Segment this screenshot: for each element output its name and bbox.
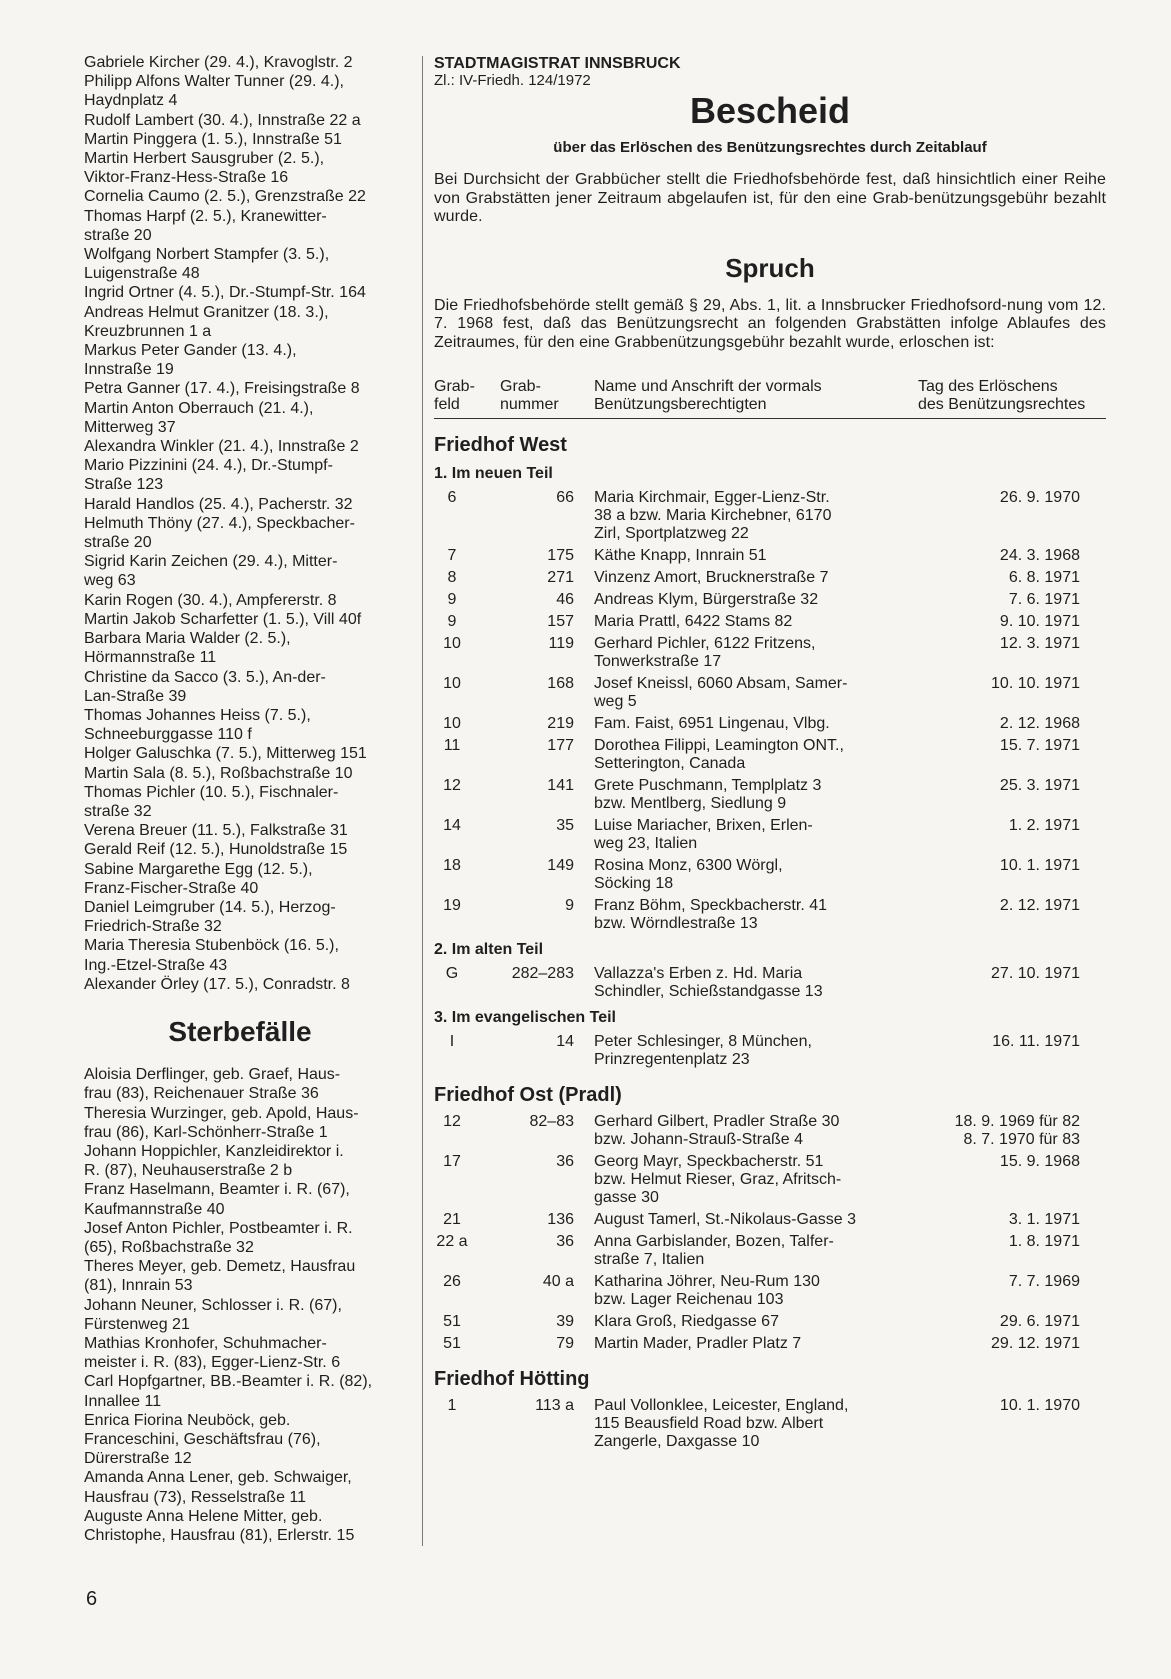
- left-column: [84, 53, 406, 1545]
- list-item: Martin Pinggera (1. 5.), Innstraße 51: [84, 130, 342, 148]
- table-row: [434, 1033, 1106, 1069]
- expiry-date-cell: 10. 10. 1971: [991, 675, 1080, 692]
- grabnummer-cell: 175: [547, 547, 574, 564]
- grabnummer-cell: 39: [556, 1313, 574, 1330]
- grabfeld-cell: 9: [447, 591, 457, 608]
- list-item: Wolfgang Norbert Stampfer (3. 5.), Luigenstraße 48: [84, 246, 330, 283]
- grabnummer-cell: 271: [547, 569, 574, 586]
- grabfeld-cell: 12: [443, 1113, 461, 1130]
- spruch-paragraph: Die Friedhofsbehörde stellt gemäß § 29, Abs. 1, lit. a Innsbrucker Friedhofsord-nung vom 12. 7. 1968 fest, daß das Benützungsrecht an folgenden Grabstätten infolge Ablaufes des Zeitraumes, für den eine Grabbenützungsgebühr bezahlt wurde, erloschen ist:: [434, 296, 1106, 351]
- list-item: Holger Galuschka (7. 5.), Mitterweg 151: [84, 745, 367, 763]
- list-item: Martin Herbert Sausgruber (2. 5.), Viktor-Franz-Hess-Straße 16: [84, 150, 325, 187]
- expiry-date-cell: 1. 2. 1971: [1008, 817, 1080, 834]
- column-divider: [422, 56, 423, 1546]
- grabnummer-cell: 79: [556, 1335, 574, 1352]
- table-row: [434, 1273, 1106, 1309]
- list-item: Karin Rogen (30. 4.), Ampfererstr. 8: [84, 591, 337, 609]
- expiry-date-cell: 27. 10. 1971: [991, 965, 1080, 982]
- list-item: Alexandra Winkler (21. 4.), Innstraße 2: [84, 438, 359, 456]
- name-address-cell: Rosina Monz, 6300 Wörgl, Söcking 18: [594, 857, 783, 892]
- grabfeld-cell: 21: [443, 1211, 461, 1228]
- table-row: [434, 857, 1106, 893]
- list-item: Daniel Leimgruber (14. 5.), Herzog- Friedrich-Straße 32: [84, 898, 336, 936]
- name-address-cell: Paul Vollonklee, Leicester, England, 115 Beausfield Road bzw. Albert Zangerle, Daxgasse 10: [594, 1397, 849, 1450]
- list-item: Gabriele Kircher (29. 4.), Kravoglstr. 2: [84, 54, 353, 71]
- death-notice: Mathias Kronhofer, Schuhmacher- meister i. R. (83), Egger-Lienz-Str. 6: [84, 1335, 341, 1372]
- expiry-date-cell: 16. 11. 1971: [992, 1033, 1080, 1050]
- grabnummer-cell: 35: [556, 817, 574, 834]
- cemetery-part-heading: 1. Im neuen Teil: [434, 465, 553, 482]
- name-address-cell: Maria Kirchmair, Egger-Lienz-Str. 38 a bzw. Maria Kirchebner, 6170 Zirl, Sportplatzweg 22: [594, 489, 832, 542]
- grabfeld-cell: 7: [447, 547, 457, 564]
- list-item: Sabine Margarethe Egg (12. 5.), Franz-Fischer-Straße 40: [84, 860, 313, 897]
- list-item: Alexander Örley (17. 5.), Conradstr. 8: [84, 975, 350, 993]
- list-item: Martin Anton Oberrauch (21. 4.), Mitterweg 37: [84, 399, 314, 436]
- grabfeld-cell: 18: [443, 857, 461, 874]
- table-row: [434, 675, 1106, 711]
- name-address-cell: Vinzenz Amort, Brucknerstraße 7: [594, 569, 829, 586]
- name-address-cell: Anna Garbislander, Bozen, Talfer- straße 7, Italien: [594, 1233, 834, 1268]
- list-item: Barbara Maria Walder (2. 5.), Hörmannstraße 11: [84, 630, 291, 667]
- grabfeld-cell: 19: [443, 897, 461, 914]
- death-notice: Josef Anton Pichler, Postbeamter i. R. (65), Roßbachstraße 32: [84, 1219, 353, 1256]
- birth-list: [84, 53, 406, 994]
- name-address-cell: Luise Mariacher, Brixen, Erlen- weg 23, Italien: [594, 817, 813, 852]
- expiry-date-cell: 29. 12. 1971: [991, 1335, 1080, 1352]
- death-notice: Franz Haselmann, Beamter i. R. (67), Kaufmannstraße 40: [84, 1181, 350, 1218]
- expiry-date-cell: 7. 6. 1971: [1008, 591, 1080, 608]
- right-column: [434, 55, 1106, 1455]
- grabfeld-cell: 10: [443, 635, 461, 652]
- header-name: Name und Anschrift der vormals Benützungsberechtigten: [594, 378, 822, 413]
- name-address-cell: Käthe Knapp, Innrain 51: [594, 547, 767, 564]
- grabfeld-cell: 1: [447, 1397, 457, 1414]
- death-notice: Theresia Wurzinger, geb. Apold, Haus- frau (86), Karl-Schönherr-Straße 1: [84, 1104, 359, 1141]
- table-row: [434, 1233, 1106, 1269]
- grabnummer-cell: 149: [547, 857, 574, 874]
- name-address-cell: Peter Schlesinger, 8 München, Prinzregentenplatz 23: [594, 1033, 812, 1068]
- list-item: Harald Handlos (25. 4.), Pacherstr. 32: [84, 495, 353, 513]
- grabnummer-cell: 119: [548, 635, 574, 652]
- name-address-cell: Vallazza's Erben z. Hd. Maria Schindler, Schießstandgasse 13: [594, 965, 823, 1000]
- grabnummer-cell: 177: [547, 737, 574, 754]
- table-row: [434, 1113, 1106, 1149]
- expiry-date-cell: 29. 6. 1971: [999, 1313, 1080, 1330]
- header-grabnummer: Grab- nummer: [500, 378, 559, 413]
- reference-number: Zl.: IV-Friedh. 124/1972: [434, 72, 591, 89]
- cemetery-part-heading: 2. Im alten Teil: [434, 941, 544, 958]
- name-address-cell: Katharina Jöhrer, Neu-Rum 130 bzw. Lager Reichenau 103: [594, 1273, 820, 1308]
- expiry-date-cell: 24. 3. 1968: [999, 547, 1080, 564]
- list-item: Rudolf Lambert (30. 4.), Innstraße 22 a: [84, 111, 361, 129]
- expiry-date-cell: 7. 7. 1969: [1008, 1273, 1080, 1290]
- expiry-date-cell: 3. 1. 1971: [1008, 1211, 1080, 1228]
- list-item: Thomas Johannes Heiss (7. 5.), Schneeburggasse 110 f: [84, 706, 311, 744]
- grabfeld-cell: I: [449, 1033, 455, 1050]
- list-item: Helmuth Thöny (27. 4.), Speckbacher- straße 20: [84, 514, 355, 552]
- grabnummer-cell: 141: [547, 777, 574, 794]
- expiry-date-cell: 6. 8. 1971: [1008, 569, 1080, 586]
- page-number: 6: [86, 1588, 98, 1610]
- table-row: [434, 1335, 1106, 1353]
- death-notice: Carl Hopfgartner, BB.-Beamter i. R. (82), Innallee 11: [84, 1373, 373, 1410]
- grabfeld-cell: 10: [443, 675, 461, 692]
- name-address-cell: Josef Kneissl, 6060 Absam, Samer- weg 5: [594, 675, 848, 710]
- list-item: Martin Jakob Scharfetter (1. 5.), Vill 40f: [84, 610, 362, 628]
- list-item: Maria Theresia Stubenböck (16. 5.), Ing.-Etzel-Straße 43: [84, 937, 339, 974]
- grabnummer-cell: 36: [556, 1233, 574, 1250]
- grabnummer-cell: 219: [547, 715, 574, 732]
- death-notice: Johann Hoppichler, Kanzleidirektor i. R. (87), Neuhauserstraße 2 b: [84, 1142, 344, 1180]
- table-row: [434, 547, 1106, 565]
- list-item: Thomas Pichler (10. 5.), Fischnaler- straße 32: [84, 783, 339, 820]
- list-item: Martin Sala (8. 5.), Roßbachstraße 10: [84, 764, 353, 782]
- name-address-cell: August Tamerl, St.-Nikolaus-Gasse 3: [594, 1211, 857, 1228]
- magistrat-name: STADTMAGISTRAT INNSBRUCK: [434, 55, 681, 72]
- death-notice: Auguste Anna Helene Mitter, geb. Christophe, Hausfrau (81), Erlerstr. 15: [84, 1507, 355, 1545]
- name-address-cell: Klara Groß, Riedgasse 67: [594, 1313, 779, 1330]
- grabnummer-cell: 113 a: [535, 1397, 574, 1414]
- header-grabfeld: Grab- feld: [434, 378, 475, 413]
- list-item: Philipp Alfons Walter Tunner (29. 4.), Haydnplatz 4: [84, 73, 344, 110]
- table-row: [434, 965, 1106, 1001]
- grabfeld-cell: 51: [443, 1313, 461, 1330]
- death-notice: Enrica Fiorina Neuböck, geb. Franceschini, Geschäftsfrau (76), Dürerstraße 12: [84, 1411, 321, 1468]
- table-row: [434, 777, 1106, 813]
- grabfeld-cell: 17: [443, 1153, 461, 1170]
- name-address-cell: Gerhard Pichler, 6122 Fritzens, Tonwerkstraße 17: [594, 635, 816, 670]
- cemetery-part-heading: 3. Im evangelischen Teil: [434, 1009, 616, 1026]
- bescheid-title: Bescheid: [689, 90, 851, 131]
- grabfeld-cell: 11: [443, 737, 461, 754]
- list-item: Christine da Sacco (3. 5.), An-der- Lan-Straße 39: [84, 668, 326, 705]
- list-item: Thomas Harpf (2. 5.), Kranewitter- straße 20: [84, 207, 327, 244]
- table-row: [434, 715, 1106, 733]
- expiry-date-cell: 26. 9. 1970: [999, 489, 1080, 506]
- grabnummer-cell: 282–283: [511, 965, 574, 982]
- cemetery-heading: Friedhof Hötting: [434, 1368, 590, 1390]
- list-item: Sigrid Karin Zeichen (29. 4.), Mitter- weg 63: [84, 553, 338, 590]
- grabfeld-cell: 22 a: [436, 1233, 468, 1250]
- name-address-cell: Georg Mayr, Speckbacherstr. 51 bzw. Helmut Rieser, Graz, Afritsch- gasse 30: [594, 1153, 842, 1206]
- expiry-date-cell: 25. 3. 1971: [999, 777, 1080, 794]
- grabnummer-cell: 66: [556, 489, 574, 506]
- table-header: [434, 378, 1106, 419]
- death-notice: Amanda Anna Lener, geb. Schwaiger, Hausfrau (73), Resselstraße 11: [84, 1469, 352, 1506]
- expiry-date-cell: 2. 12. 1971: [999, 897, 1080, 914]
- name-address-cell: Franz Böhm, Speckbacherstr. 41 bzw. Wörndlestraße 13: [594, 897, 827, 932]
- name-address-cell: Andreas Klym, Bürgerstraße 32: [594, 591, 819, 608]
- table-row: [434, 817, 1106, 853]
- sterbefaelle-heading: Sterbefälle: [168, 1015, 312, 1047]
- expiry-date-cell: 15. 7. 1971: [999, 737, 1080, 754]
- list-item: Mario Pizzinini (24. 4.), Dr.-Stumpf- Straße 123: [84, 457, 333, 494]
- list-item: Cornelia Caumo (2. 5.), Grenzstraße 22: [84, 188, 366, 206]
- expiry-date-cell: 15. 9. 1968: [999, 1153, 1080, 1170]
- death-notice: Aloisia Derflinger, geb. Graef, Haus- frau (83), Reichenauer Straße 36: [84, 1066, 341, 1103]
- bescheid-subtitle: über das Erlöschen des Benützungsrechtes durch Zeitablauf: [553, 139, 987, 156]
- grabnummer-cell: 46: [556, 591, 574, 608]
- grabfeld-cell: 6: [447, 489, 457, 506]
- grabfeld-cell: 8: [447, 569, 457, 586]
- name-address-cell: Grete Puschmann, Templplatz 3 bzw. Mentlberg, Siedlung 9: [594, 777, 822, 812]
- intro-paragraph: Bei Durchsicht der Grabbücher stellt die Friedhofsbehörde fest, daß hinsichtlich einer Reihe von Grabstätten jener Zeitraum abgelaufen ist, für den eine Grab-benützungsgebühr bezahlt wurde.: [434, 171, 1106, 225]
- table-row: [434, 1313, 1106, 1331]
- table-row: [434, 613, 1106, 631]
- table-row: [434, 1397, 1106, 1451]
- grabfeld-cell: 26: [443, 1273, 461, 1290]
- grabfeld-cell: 10: [443, 715, 461, 732]
- table-row: [434, 897, 1106, 933]
- cemetery-table: [434, 433, 1106, 1451]
- table-row: [434, 569, 1106, 587]
- name-address-cell: Martin Mader, Pradler Platz 7: [594, 1335, 802, 1352]
- table-row: [434, 737, 1106, 773]
- name-address-cell: Maria Prattl, 6422 Stams 82: [594, 613, 793, 630]
- grabnummer-cell: 14: [556, 1033, 574, 1050]
- table-row: [434, 1211, 1106, 1229]
- name-address-cell: Dorothea Filippi, Leamington ONT., Setterington, Canada: [594, 737, 844, 772]
- grabfeld-cell: 14: [443, 817, 461, 834]
- header-date: Tag des Erlöschens des Benützungsrechtes: [918, 378, 1086, 413]
- expiry-date-cell: 10. 1. 1970: [999, 1397, 1080, 1414]
- expiry-date-cell: 18. 9. 1969 für 82 8. 7. 1970 für 83: [954, 1113, 1080, 1148]
- expiry-date-cell: 12. 3. 1971: [999, 635, 1080, 652]
- grabfeld-cell: 12: [443, 777, 461, 794]
- list-item: Ingrid Ortner (4. 5.), Dr.-Stumpf-Str. 164: [84, 284, 366, 302]
- spruch-title: Spruch: [725, 252, 815, 283]
- expiry-date-cell: 2. 12. 1968: [999, 715, 1080, 732]
- cemetery-heading: Friedhof Ost (Pradl): [434, 1084, 622, 1106]
- list-item: Petra Ganner (17. 4.), Freisingstraße 8: [84, 380, 360, 398]
- grabfeld-cell: 9: [447, 613, 457, 630]
- table-row: [434, 591, 1106, 609]
- grabnummer-cell: 82–83: [529, 1113, 574, 1130]
- death-notice: Johann Neuner, Schlosser i. R. (67), Fürstenweg 21: [84, 1296, 342, 1333]
- cemetery-heading: Friedhof West: [434, 434, 567, 456]
- list-item: Verena Breuer (11. 5.), Falkstraße 31: [84, 822, 348, 840]
- grabfeld-cell: G: [445, 965, 459, 982]
- grabnummer-cell: 36: [556, 1153, 574, 1170]
- grabnummer-cell: 136: [547, 1211, 574, 1228]
- list-item: Gerald Reif (12. 5.), Hunoldstraße 15: [84, 841, 348, 859]
- grabnummer-cell: 9: [565, 897, 574, 914]
- grabfeld-cell: 51: [443, 1335, 461, 1352]
- grabnummer-cell: 40 a: [542, 1273, 574, 1290]
- death-list: [84, 1065, 406, 1545]
- death-notice: Theres Meyer, geb. Demetz, Hausfrau (81), Innrain 53: [84, 1258, 356, 1295]
- expiry-date-cell: 10. 1. 1971: [999, 857, 1080, 874]
- grabnummer-cell: 168: [547, 675, 574, 692]
- list-item: Markus Peter Gander (13. 4.), Innstraße 19: [84, 342, 297, 379]
- table-row: [434, 635, 1106, 671]
- expiry-date-cell: 9. 10. 1971: [999, 613, 1080, 630]
- expiry-date-cell: 1. 8. 1971: [1008, 1233, 1080, 1250]
- grabnummer-cell: 157: [547, 613, 574, 630]
- table-row: [434, 1153, 1106, 1207]
- table-row: [434, 489, 1106, 543]
- name-address-cell: Fam. Faist, 6951 Lingenau, Vlbg.: [594, 715, 830, 732]
- list-item: Andreas Helmut Granitzer (18. 3.), Kreuzbrunnen 1 a: [84, 303, 329, 340]
- name-address-cell: Gerhard Gilbert, Pradler Straße 30 bzw. Johann-Strauß-Straße 4: [594, 1113, 840, 1148]
